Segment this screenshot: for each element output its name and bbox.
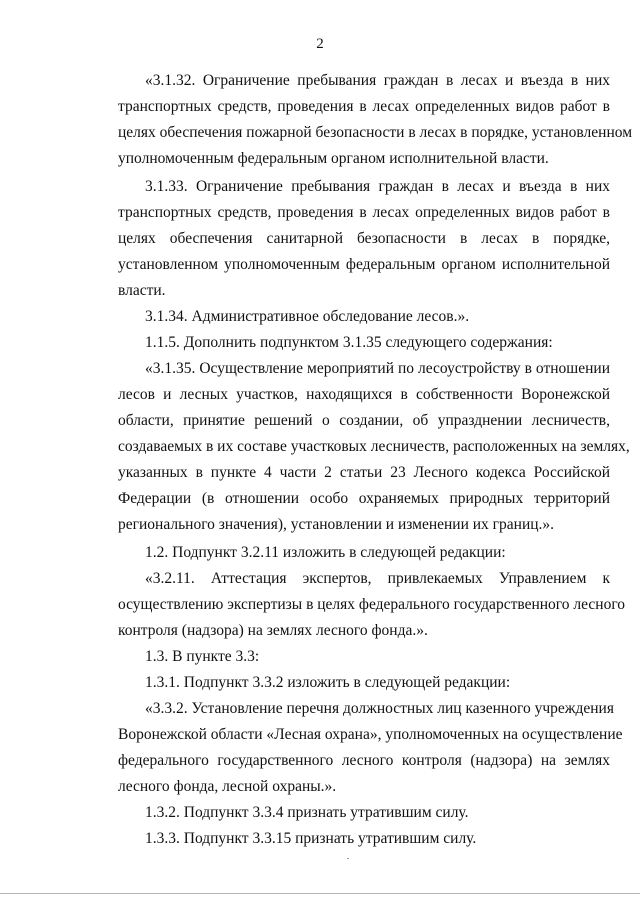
text-line: регионального значения), установлении и изменении их границ.». <box>118 516 555 533</box>
text-line: 1.3.3. Подпункт 3.3.15 признать утратившим силу. <box>145 830 477 847</box>
text-line: 1.1.5. Дополнить подпунктом 3.1.35 следующего содержания: <box>145 334 553 351</box>
text-line: 3.1.34. Административное обследование лесов.». <box>145 308 470 325</box>
page-bottom-edge <box>0 893 640 894</box>
text-line: установленном уполномоченным федеральным органом исполнительной <box>118 256 610 273</box>
text-line: создаваемых в их составе участковых лесничеств, расположенных на землях, <box>118 438 630 455</box>
text-line: лесов и лесных участков, находящихся в собственности Воронежской <box>118 386 610 403</box>
scan-speck <box>347 858 349 859</box>
text-line: указанных в пункте 4 части 2 статьи 23 Лесного кодекса Российской <box>118 464 610 481</box>
text-line: 1.3.2. Подпункт 3.3.4 признать утратившим силу. <box>145 804 469 821</box>
text-line: контроля (надзора) на землях лесного фонда.». <box>118 622 428 639</box>
text-line: 1.2. Подпункт 3.2.11 изложить в следующей редакции: <box>145 544 506 561</box>
text-line: «3.1.32. Ограничение пребывания граждан в лесах и въезда в них <box>145 72 610 89</box>
text-line: области, принятие решений о создании, об упразднении лесничеств, <box>118 412 610 429</box>
text-line: уполномоченным федеральным органом исполнительной власти. <box>118 150 549 167</box>
text-line: целях обеспечения санитарной безопасности в лесах в порядке, <box>118 230 610 247</box>
text-line: транспортных средств, проведения в лесах определенных видов работ в <box>118 98 610 115</box>
text-line: транспортных средств, проведения в лесах определенных видов работ в <box>118 204 610 221</box>
text-line: «3.1.35. Осуществление мероприятий по лесоустройству в отношении <box>145 360 610 377</box>
text-line: осуществлению экспертизы в целях федерального государственного лесного <box>118 596 626 613</box>
text-line: федерального государственного лесного контроля (надзора) на землях <box>118 752 610 769</box>
text-line: «3.3.2. Установление перечня должностных лиц казенного учреждения <box>145 700 614 717</box>
text-line: Федерации (в отношении особо охраняемых природных территорий <box>118 490 610 507</box>
text-line: 3.1.33. Ограничение пребывания граждан в лесах и въезда в них <box>145 178 610 195</box>
page-number: 2 <box>316 36 324 52</box>
text-line: Воронежской области «Лесная охрана», уполномоченных на осуществление <box>118 726 623 743</box>
text-line: власти. <box>118 282 166 299</box>
text-line: лесного фонда, лесной охраны.». <box>118 778 337 795</box>
text-line: 1.3.1. Подпункт 3.3.2 изложить в следующей редакции: <box>145 674 511 691</box>
text-line: «3.2.11. Аттестация экспертов, привлекаемых Управлением к <box>145 570 610 587</box>
text-line: целях обеспечения пожарной безопасности в лесах в порядке, установленном <box>118 124 632 141</box>
text-line: 1.3. В пункте 3.3: <box>145 648 260 665</box>
